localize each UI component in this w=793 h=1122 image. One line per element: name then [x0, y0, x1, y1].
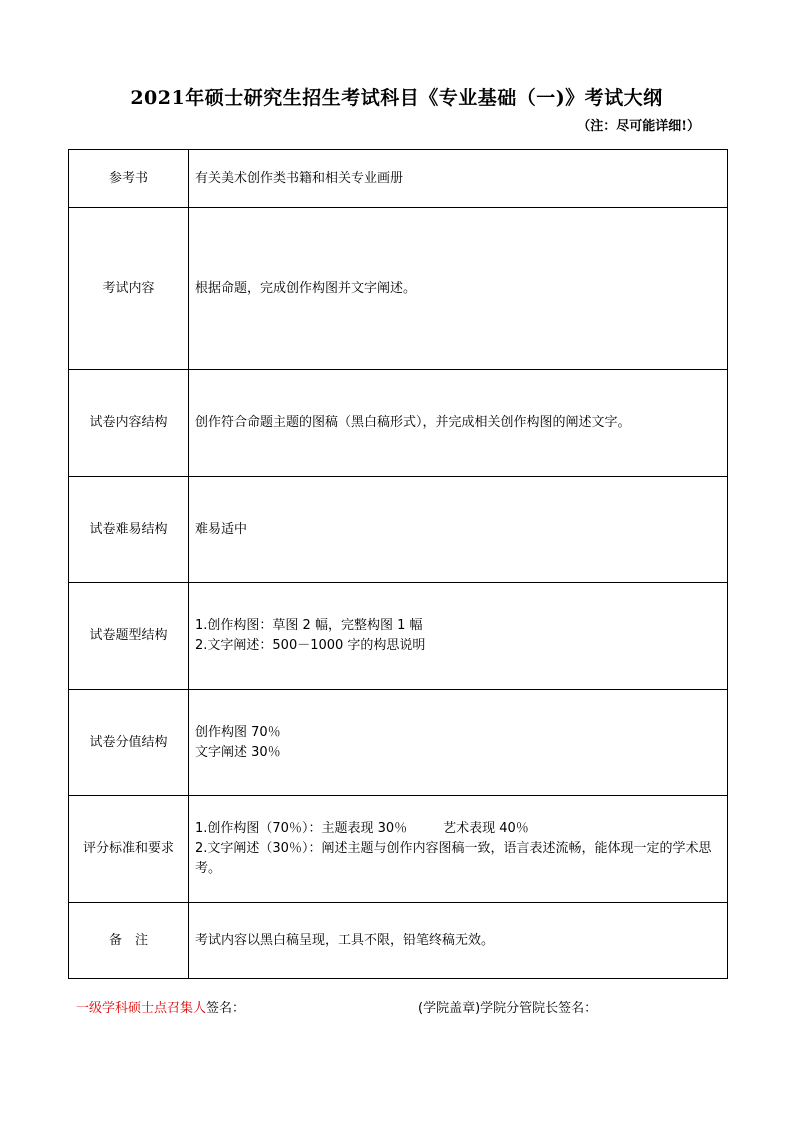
grading-composition-theme: 1.创作构图（70％）：主题表现 30％ — [195, 821, 408, 836]
row-value-line: 2.文字阐述：500－1000 字的构思说明 — [195, 638, 426, 653]
row-value-line: 根据命题，完成创作构图并文字阐述。 — [195, 280, 417, 296]
document-note: （注：尽可能详细!） — [577, 119, 700, 134]
row-value — [189, 208, 728, 370]
row-value-line — [195, 819, 721, 839]
row-value-line: 考试内容以黑白稿呈现，工具不限，铅笔终稿无效。 — [195, 932, 495, 948]
row-value-line: 创作符合命题主题的图稿（黑白稿形式），并完成相关创作构图的阐述文字。 — [195, 415, 631, 430]
row-label: 参考书 — [69, 150, 189, 208]
row-label: 试卷分值结构 — [69, 690, 189, 796]
row-label: 试卷题型结构 — [69, 583, 189, 690]
table-row-reference-books — [69, 150, 728, 208]
table-row-difficulty-structure — [69, 477, 728, 583]
table-row-question-type-structure — [69, 583, 728, 690]
row-label: 试卷内容结构 — [69, 370, 189, 477]
convener-signature-field — [76, 1000, 245, 1018]
table-row-exam-content — [69, 208, 728, 370]
row-value-line: 文字阐述 30％ — [195, 744, 281, 760]
row-value-line: 创作构图 70％ — [195, 724, 281, 740]
table-row-grading-criteria — [69, 796, 728, 903]
row-value-line: 2.文字阐述（30％）：阐述主题与创作内容图稿一致，语言表述流畅，能体现一定的学术思考。 — [195, 841, 712, 876]
row-value — [189, 370, 728, 477]
grading-composition-art: 艺术表现 40％ — [443, 821, 529, 836]
document-title: 2021年硕士研究生招生考试科目《专业基础（一)》考试大纲 — [130, 87, 663, 109]
table-row-score-structure — [69, 690, 728, 796]
row-value — [189, 477, 728, 583]
exam-outline-table — [68, 149, 728, 979]
row-label: 试卷难易结构 — [69, 477, 189, 583]
row-value — [189, 583, 728, 690]
row-value-line: 难易适中 — [195, 521, 248, 537]
row-value-line: 有关美术创作类书籍和相关专业画册 — [195, 170, 404, 186]
dean-signature-field: (学院盖章)学院分管院长签名： — [418, 1001, 598, 1016]
row-value — [189, 796, 728, 903]
row-value-line: 1.创作构图：草图 2 幅，完整构图 1 幅 — [195, 618, 423, 633]
table-row-paper-content-structure — [69, 370, 728, 477]
convener-signature-label: 签名： — [206, 1001, 246, 1016]
row-label: 考试内容 — [69, 208, 189, 370]
row-label: 备 注 — [69, 903, 189, 979]
row-value — [189, 150, 728, 208]
table-row-remarks — [69, 903, 728, 979]
row-value — [189, 690, 728, 796]
row-value — [189, 903, 728, 979]
convener-title: 一级学科硕士点召集人 — [76, 1001, 207, 1016]
row-label: 评分标准和要求 — [69, 796, 189, 903]
